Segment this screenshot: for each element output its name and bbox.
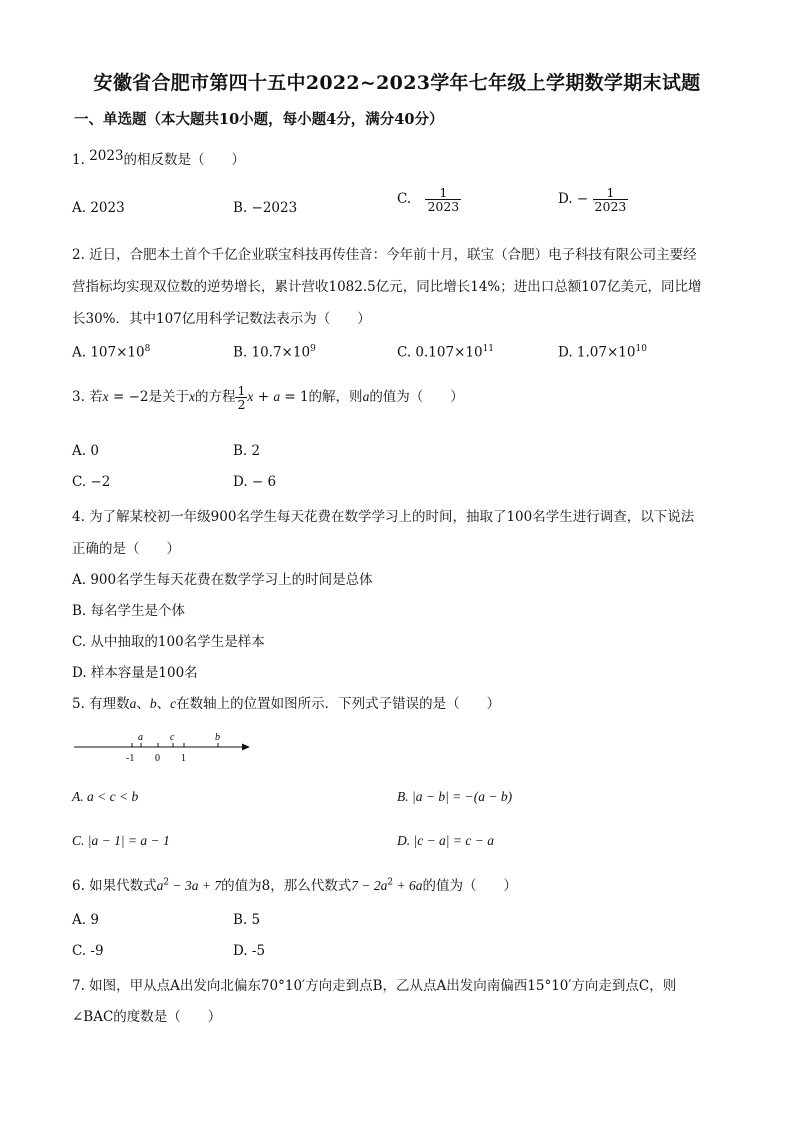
tick-label-minus-one: -1 — [126, 753, 135, 764]
q2-line-1: 2. 近日，合肥本土首个千亿企业联宝科技再传佳音：今年前十月，联宝（合肥）电子科技有限公司主要经 — [72, 247, 697, 263]
q3-stem: 3. 若x = −2是关于x的方程 $\frac{1}{2}$ x + a = 1的解，则a的值为（ ） — [72, 383, 464, 413]
q6-option-b: B. 5 — [233, 912, 261, 928]
q2-option-b: B. $10.7\times 10^9$ — [233, 344, 316, 361]
q5-option-c: C. |a − 1| = a − 1 — [72, 833, 170, 848]
exam-title: 安徽省合肥市第四十五中2022~2023学年七年级上学期数学期末试题 — [93, 72, 701, 94]
q6-option-d: D. -5 — [233, 943, 266, 959]
q7-line-2: ∠BAC的度数是（ ） — [72, 1009, 222, 1025]
q5-option-d: D. |c − a| = c − a — [397, 833, 494, 848]
q2-option-d: D. $1.07\times 10^{10}$ — [558, 344, 647, 361]
q4-option-a: A. 900名学生每天花费在数学学习上的时间是总体 — [72, 572, 373, 588]
tick-label-zero: 0 — [155, 753, 160, 764]
q4-option-d: D. 样本容量是100名 — [72, 665, 198, 681]
q6-option-c: C. -9 — [72, 943, 104, 959]
q2-option-c: C. $0.107\times 10^{11}$ — [397, 344, 495, 361]
q5-option-a: A. a < c < b — [72, 789, 139, 804]
q1-d-fraction: $\frac{1}{2023}$ — [594, 185, 627, 215]
q3-option-b: B. 2 — [233, 443, 261, 459]
q4-option-c: C. 从中抽取的100名学生是样本 — [72, 634, 265, 650]
q1-option-c: C. $\frac{1}{2023}$ — [397, 185, 460, 215]
question-1-text: 的相反数是（ ） — [123, 152, 246, 168]
q4-line-2: 正确的是（ ） — [72, 541, 180, 557]
q2-line-3: 长30%．其中107亿用科学记数法表示为（ ） — [72, 311, 371, 327]
q3-option-d: D. − 6 — [233, 474, 277, 490]
tick-label-one: 1 — [181, 753, 186, 764]
q7-line-1: 7. 如图，甲从点A出发向北偏东70°10′方向走到点B，乙从点A出发向南偏西15°10′方向走到点C，则 — [72, 978, 677, 994]
question-1-stem — [72, 148, 245, 168]
point-label-c: c — [170, 732, 175, 743]
section-heading: 一、单选题（本大题共10小题，每小题4分，满分40分） — [74, 111, 444, 128]
q2-option-a: A. $107\times 10^8$ — [72, 344, 151, 361]
q6-option-a: A. 9 — [72, 912, 99, 928]
q1-option-d: D. − $\frac{1}{2023}$ — [558, 185, 627, 215]
q4-line-1: 4. 为了解某校初一年级900名学生每天花费在数学学习上的时间，抽取了100名学生进行调查，以下说法 — [72, 509, 695, 525]
question-number: 1. — [72, 152, 85, 168]
point-label-b: b — [215, 732, 220, 743]
q5-option-b: B. |a − b| = −(a − b) — [397, 789, 513, 804]
axis-arrow-icon — [242, 744, 250, 751]
q1-c-fraction: $\frac{1}{2023}$ — [427, 185, 460, 215]
number-line-figure — [74, 728, 264, 768]
point-label-a: a — [138, 732, 143, 743]
question-1-value: 2023 — [89, 148, 124, 164]
q3-fraction: $\frac{1}{2}$ — [237, 383, 246, 413]
q4-option-b: B. 每名学生是个体 — [72, 603, 186, 619]
q1-option-a: A. 2023 — [72, 200, 125, 216]
q6-stem: 6. 如果代数式$a^2 - 3a + 7$的值为8，那么代数式$7 - 2a^2 + 6a$的值为（ ） — [72, 877, 517, 894]
q1-option-b: B. −2023 — [233, 200, 298, 216]
q5-stem: 5. 有理数a、b、c在数轴上的位置如图所示．下列式子错误的是（ ） — [72, 696, 501, 712]
q2-line-2: 营指标均实现双位数的逆势增长，累计营收1082.5亿元，同比增长14%；进出口总额107亿美元，同比增 — [72, 279, 702, 295]
q3-option-a: A. 0 — [72, 443, 99, 459]
q3-option-c: C. −2 — [72, 474, 111, 490]
